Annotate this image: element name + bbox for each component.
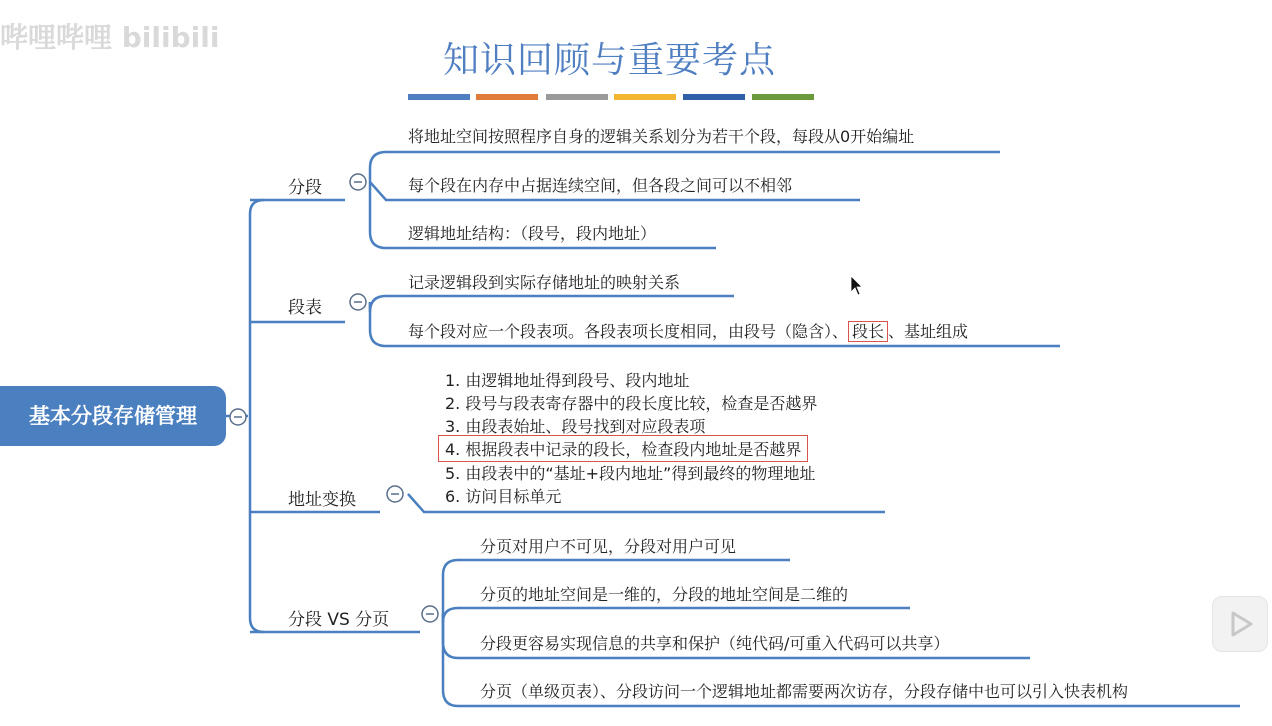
leaf-node[interactable] xyxy=(408,319,968,342)
branch-segment-vs-page[interactable]: 分段 VS 分页 xyxy=(288,610,390,630)
leaf-node[interactable]: 逻辑地址结构：（段号，段内地址） xyxy=(408,224,657,243)
play-icon xyxy=(1213,597,1267,651)
title-color-bar xyxy=(408,94,814,100)
leaf-text: 、基址组成 xyxy=(888,322,969,341)
leaf-node[interactable]: 记录逻辑段到实际存储地址的映射关系 xyxy=(408,273,681,292)
branch-duanbiao[interactable]: 段表 xyxy=(288,298,322,318)
color-bar-segment xyxy=(683,94,745,100)
step-item: 3. 由段表始址、段号找到对应段表项 xyxy=(445,417,706,436)
step-item: 6. 访问目标单元 xyxy=(445,487,562,506)
step-item-highlighted: 4. 根据段表中记录的段长，检查段内地址是否越界 xyxy=(438,435,808,462)
leaf-text: 每个段对应一个段表项。各段表项长度相同，由段号（隐含）、 xyxy=(408,322,849,341)
leaf-node[interactable]: 分页对用户不可见，分段对用户可见 xyxy=(480,537,737,556)
branch-fenduan[interactable]: 分段 xyxy=(288,178,322,198)
step-item: 1. 由逻辑地址得到段号、段内地址 xyxy=(445,371,690,390)
step-item: 5. 由段表中的“基址+段内地址”得到最终的物理地址 xyxy=(445,464,816,483)
play-button[interactable] xyxy=(1212,596,1268,652)
leaf-node[interactable]: 每个段在内存中占据连续空间，但各段之间可以不相邻 xyxy=(408,176,793,195)
highlight-box: 段长 xyxy=(848,321,888,342)
color-bar-segment xyxy=(546,94,608,100)
color-bar-segment xyxy=(614,94,676,100)
leaf-node[interactable]: 分页（单级页表）、分段访问一个逻辑地址都需要两次访存，分段存储中也可以引入快表机构 xyxy=(480,682,1129,701)
color-bar-segment xyxy=(408,94,470,100)
step-item: 2. 段号与段表寄存器中的段长度比较，检查是否越界 xyxy=(445,394,818,413)
root-node[interactable]: 基本分段存储管理 xyxy=(0,386,226,446)
page-title: 知识回顾与重要考点 xyxy=(443,40,777,81)
leaf-node[interactable]: 将地址空间按照程序自身的逻辑关系划分为若干个段，每段从0开始编址 xyxy=(408,127,915,146)
branch-address-translation[interactable]: 地址变换 xyxy=(288,490,356,510)
mouse-cursor-icon xyxy=(851,276,862,295)
leaf-node[interactable]: 分段更容易实现信息的共享和保护（纯代码/可重入代码可以共享） xyxy=(480,634,950,653)
leaf-node[interactable]: 分页的地址空间是一维的，分段的地址空间是二维的 xyxy=(480,585,849,604)
color-bar-segment xyxy=(752,94,814,100)
color-bar-segment xyxy=(476,94,538,100)
bilibili-watermark: 哔哩哔哩 bilibili xyxy=(0,21,220,54)
